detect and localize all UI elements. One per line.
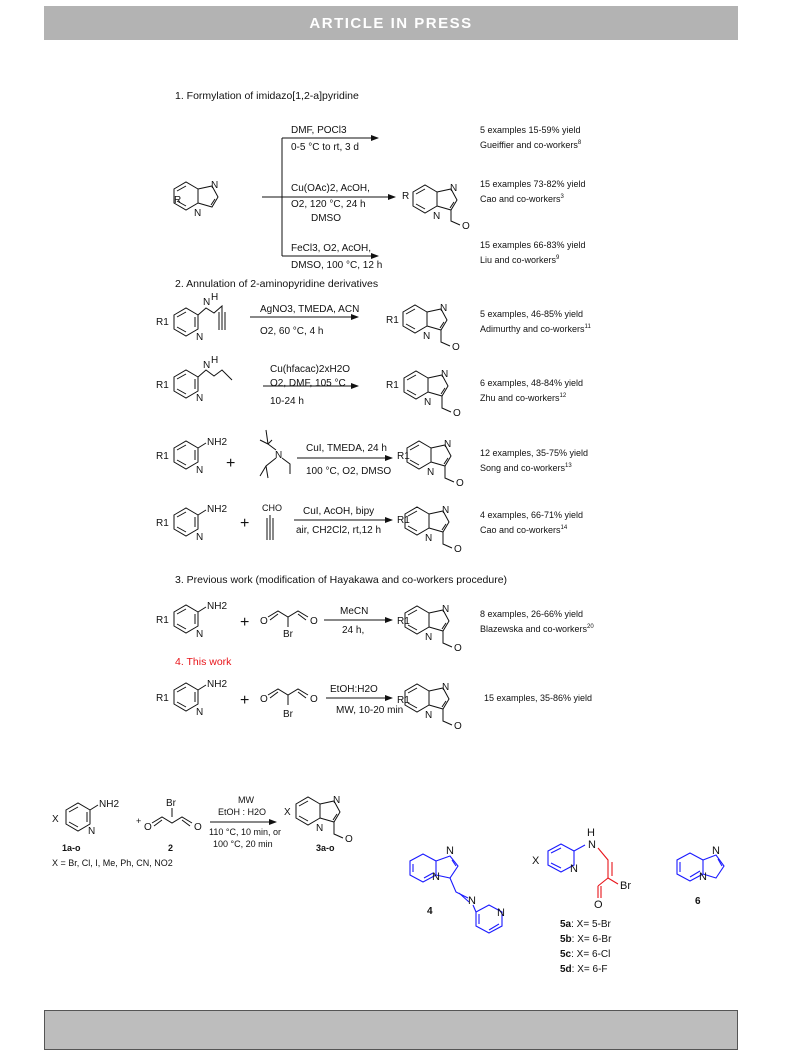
plus-sign: + — [226, 455, 236, 472]
svg-text:Adimurthy and co-workers11: Adimurthy and co-workers$^{11}$ — [480, 324, 591, 334]
svg-text:N: N — [441, 369, 449, 380]
svg-text:110 °C, 10 min, or: 110 °C, 10 min, or — [209, 827, 281, 837]
section-2-title: 2. Annulation of 2-aminopyridine derivatives — [175, 278, 379, 290]
svg-text:N: N — [316, 823, 324, 834]
svg-text:N: N — [712, 845, 720, 857]
propargyl-aminopyridine — [156, 292, 225, 343]
svg-text:N: N — [570, 863, 578, 875]
svg-text:X: X — [532, 855, 540, 867]
svg-text:O: O — [594, 899, 603, 911]
svg-text:5 examples, 46-85% yield: 5 examples, 46-85% yield — [480, 309, 584, 319]
svg-text:CHO: CHO — [262, 503, 282, 513]
compound-2 — [144, 798, 202, 853]
svg-text:O: O — [453, 408, 461, 419]
svg-text:Cu(OAc)2, AcOH,: Cu(OAc)2, AcOH, — [291, 183, 370, 194]
imidazopyridine-start — [174, 180, 218, 219]
svg-text:N: N — [194, 208, 202, 219]
svg-text:N: N — [196, 465, 204, 476]
compound-5 — [532, 827, 631, 911]
svg-text:N: N — [203, 360, 211, 371]
diisopropylethylamine — [260, 430, 290, 478]
aminopyridine-p — [156, 601, 227, 640]
svg-text:R1: R1 — [397, 616, 410, 627]
svg-text:CuI, AcOH, bipy: CuI, AcOH, bipy — [303, 506, 375, 517]
svg-text:15 examples 66-83% yield: 15 examples 66-83% yield — [480, 240, 586, 250]
svg-text:2: 2 — [168, 843, 174, 853]
svg-text:N: N — [211, 180, 219, 191]
svg-text:R1: R1 — [156, 451, 169, 462]
svg-text:O2, 60 °C, 4 h: O2, 60 °C, 4 h — [260, 326, 324, 337]
svg-text:N: N — [196, 332, 204, 343]
r-label: R — [174, 195, 182, 206]
svg-text:O: O — [144, 822, 152, 833]
svg-text:R1: R1 — [156, 317, 169, 328]
svg-text:AgNO3, TMEDA, ACN: AgNO3, TMEDA, ACN — [260, 304, 360, 315]
svg-text:O: O — [310, 616, 318, 627]
aminopyridine-a3 — [156, 437, 227, 476]
bromomalonaldehyde-w — [260, 689, 318, 720]
svg-text:O: O — [310, 694, 318, 705]
svg-text:Br: Br — [166, 798, 176, 809]
svg-text:O: O — [454, 544, 462, 555]
propiolaldehyde — [262, 503, 282, 540]
svg-text:DMF, POCl3: DMF, POCl3 — [291, 125, 347, 136]
svg-text:N: N — [425, 632, 433, 643]
svg-text:N: N — [333, 795, 341, 806]
svg-text:N: N — [427, 467, 435, 478]
svg-text:MW: MW — [238, 795, 254, 805]
svg-text:FeCl3, O2, AcOH,: FeCl3, O2, AcOH, — [291, 243, 372, 254]
aldehyde-product-a3 — [397, 439, 464, 489]
section-3-title: 3. Previous work (modification of Hayakawa and co-workers procedure) — [175, 574, 508, 586]
svg-text:Cao and co-workers3: Cao and co-workers$^3$ — [480, 194, 564, 204]
compound-4 — [410, 845, 505, 933]
article-in-press-banner: ARTICLE IN PRESS — [44, 6, 738, 40]
svg-text:N: N — [433, 211, 441, 222]
svg-text:N: N — [424, 397, 432, 408]
svg-text:O: O — [452, 342, 460, 353]
svg-text:O: O — [260, 616, 268, 627]
svg-text:6: 6 — [695, 896, 701, 907]
svg-text:4: 4 — [427, 906, 433, 917]
svg-text:Liu and co-workers9: Liu and co-workers$^9$ — [480, 255, 560, 265]
svg-text:N: N — [432, 871, 440, 883]
svg-text:O2, 120 °C, 24 h: O2, 120 °C, 24 h — [291, 199, 366, 210]
svg-text:N: N — [446, 845, 454, 857]
svg-text:N: N — [588, 839, 596, 851]
svg-text:100 °C, O2, DMSO: 100 °C, O2, DMSO — [306, 466, 392, 477]
aldehyde-product-p — [397, 604, 462, 654]
svg-text:O: O — [194, 822, 202, 833]
svg-text:N: N — [468, 895, 476, 907]
svg-text:DMSO: DMSO — [311, 213, 341, 224]
aldehyde-product-w — [397, 682, 462, 732]
compound-1a-o — [52, 799, 119, 853]
svg-text:Song and co-workers13: Song and co-workers$^{13}$ — [480, 463, 572, 473]
svg-text:O: O — [456, 478, 464, 489]
svg-text:R1: R1 — [397, 515, 410, 526]
svg-text:O: O — [345, 834, 353, 845]
bromomalonaldehyde-p — [260, 611, 318, 640]
aldehyde-product-1 — [402, 183, 470, 232]
aldehyde-product-a4 — [397, 505, 462, 555]
svg-text:X: X — [284, 807, 291, 818]
svg-text:NH2: NH2 — [207, 679, 228, 690]
svg-text:Zhu and co-workers12: Zhu and co-workers$^{12}$ — [480, 393, 567, 403]
svg-text:air, CH2Cl2, rt,12 h: air, CH2Cl2, rt,12 h — [296, 525, 382, 536]
svg-text:N: N — [442, 604, 450, 615]
svg-text:NH2: NH2 — [99, 799, 120, 810]
section-1-title: 1. Formylation of imidazo[1,2-a]pyridine — [175, 90, 359, 102]
svg-text:N: N — [425, 533, 433, 544]
svg-text:N: N — [425, 710, 433, 721]
section-4-title: 4. This work — [175, 656, 232, 668]
svg-text:15 examples 73-82% yield: 15 examples 73-82% yield — [480, 179, 586, 189]
svg-text:1a-o: 1a-o — [62, 843, 81, 853]
svg-text:R1: R1 — [156, 615, 169, 626]
svg-text:R1: R1 — [397, 451, 410, 462]
svg-text:DMSO, 100 °C, 12 h: DMSO, 100 °C, 12 h — [291, 260, 383, 271]
svg-text:+: + — [240, 614, 250, 631]
svg-text:NH2: NH2 — [207, 601, 228, 612]
svg-text:N: N — [196, 629, 204, 640]
svg-text:N: N — [196, 393, 204, 404]
svg-text:N: N — [442, 505, 450, 516]
svg-text:N: N — [88, 826, 96, 837]
svg-text:R1: R1 — [397, 695, 410, 706]
svg-text:X: X — [52, 814, 59, 825]
svg-text:5a: X= 5-Br: 5a: X= 5-Br — [560, 919, 611, 930]
svg-text:O: O — [454, 721, 462, 732]
svg-text:+: + — [136, 816, 142, 826]
svg-text:Cao and co-workers14: Cao and co-workers$^{14}$ — [480, 525, 568, 535]
aminopyridine-w — [156, 679, 227, 718]
svg-text:24 h,: 24 h, — [342, 625, 365, 636]
svg-text:N: N — [699, 871, 707, 883]
svg-text:N: N — [275, 450, 283, 461]
svg-text:5d: X= 6-F: 5d: X= 6-F — [560, 964, 608, 975]
svg-text:N: N — [196, 707, 204, 718]
svg-text:NH2: NH2 — [207, 504, 228, 515]
svg-text:O: O — [260, 694, 268, 705]
svg-text:Br: Br — [620, 880, 631, 892]
svg-text:N: N — [444, 439, 452, 450]
svg-text:3a-o: 3a-o — [316, 843, 335, 853]
compound-3a-o — [284, 795, 353, 853]
svg-text:N: N — [442, 682, 450, 693]
svg-text:5b: X= 6-Br: 5b: X= 6-Br — [560, 934, 612, 945]
svg-text:0-5 °C to rt, 3 d: 0-5 °C to rt, 3 d — [291, 142, 359, 153]
x-substituents: X = Br, Cl, I, Me, Ph, CN, NO2 — [52, 858, 173, 868]
svg-text:N: N — [196, 532, 204, 543]
compound-6 — [677, 845, 724, 907]
svg-text:5c: X= 6-Cl: 5c: X= 6-Cl — [560, 949, 611, 960]
svg-text:15 examples, 35-86% yield: 15 examples, 35-86% yield — [484, 693, 593, 703]
svg-text:R1: R1 — [156, 518, 169, 529]
svg-text:Br: Br — [283, 709, 293, 720]
svg-text:EtOH : H2O: EtOH : H2O — [218, 807, 267, 817]
svg-text:Blazewska and co-workers20: Blazewska and co-workers$^{20}$ — [480, 624, 594, 634]
svg-text:Br: Br — [283, 629, 293, 640]
svg-text:MW, 10-20 min: MW, 10-20 min — [336, 705, 404, 716]
svg-text:Gueiffier and co-workers8: Gueiffier and co-workers$^8$ — [480, 140, 582, 150]
svg-text:R1: R1 — [156, 693, 169, 704]
svg-text:H: H — [587, 827, 595, 839]
svg-text:H: H — [211, 355, 219, 366]
svg-text:N: N — [440, 303, 448, 314]
svg-text:NH2: NH2 — [207, 437, 228, 448]
svg-text:O2, DMF, 105 °C: O2, DMF, 105 °C — [270, 378, 346, 389]
svg-text:R: R — [402, 191, 410, 202]
svg-text:CuI, TMEDA, 24 h: CuI, TMEDA, 24 h — [306, 443, 387, 454]
svg-text:10-24 h: 10-24 h — [270, 396, 304, 407]
svg-text:H: H — [211, 292, 219, 303]
svg-text:O: O — [462, 221, 470, 232]
svg-text:R1: R1 — [156, 380, 169, 391]
svg-text:12 examples, 35-75% yield: 12 examples, 35-75% yield — [480, 448, 589, 458]
svg-text:+: + — [240, 515, 250, 532]
svg-text:MeCN: MeCN — [340, 606, 369, 617]
svg-text:R1: R1 — [386, 380, 399, 391]
svg-text:O: O — [454, 643, 462, 654]
svg-text:100 °C, 20 min: 100 °C, 20 min — [213, 839, 273, 849]
svg-text:8 examples, 26-66% yield: 8 examples, 26-66% yield — [480, 609, 584, 619]
svg-text:N: N — [450, 183, 458, 194]
svg-text:R1: R1 — [386, 315, 399, 326]
svg-text:4 examples, 66-71% yield: 4 examples, 66-71% yield — [480, 510, 584, 520]
aldehyde-product-a1 — [386, 303, 460, 353]
svg-text:Cu(hfacac)2xH2O: Cu(hfacac)2xH2O — [270, 364, 351, 375]
svg-text:+: + — [240, 692, 250, 709]
svg-text:N: N — [423, 331, 431, 342]
svg-text:5 examples 15-59% yield: 5 examples 15-59% yield — [480, 125, 581, 135]
svg-text:EtOH:H2O: EtOH:H2O — [330, 684, 378, 695]
allyl-aminopyridine — [156, 355, 232, 404]
aminopyridine-a4 — [156, 504, 227, 543]
svg-text:N: N — [497, 907, 505, 919]
aldehyde-product-a2 — [386, 369, 461, 419]
svg-text:6 examples, 48-84% yield: 6 examples, 48-84% yield — [480, 378, 584, 388]
svg-text:N: N — [203, 297, 211, 308]
footer-bar — [44, 1010, 738, 1050]
